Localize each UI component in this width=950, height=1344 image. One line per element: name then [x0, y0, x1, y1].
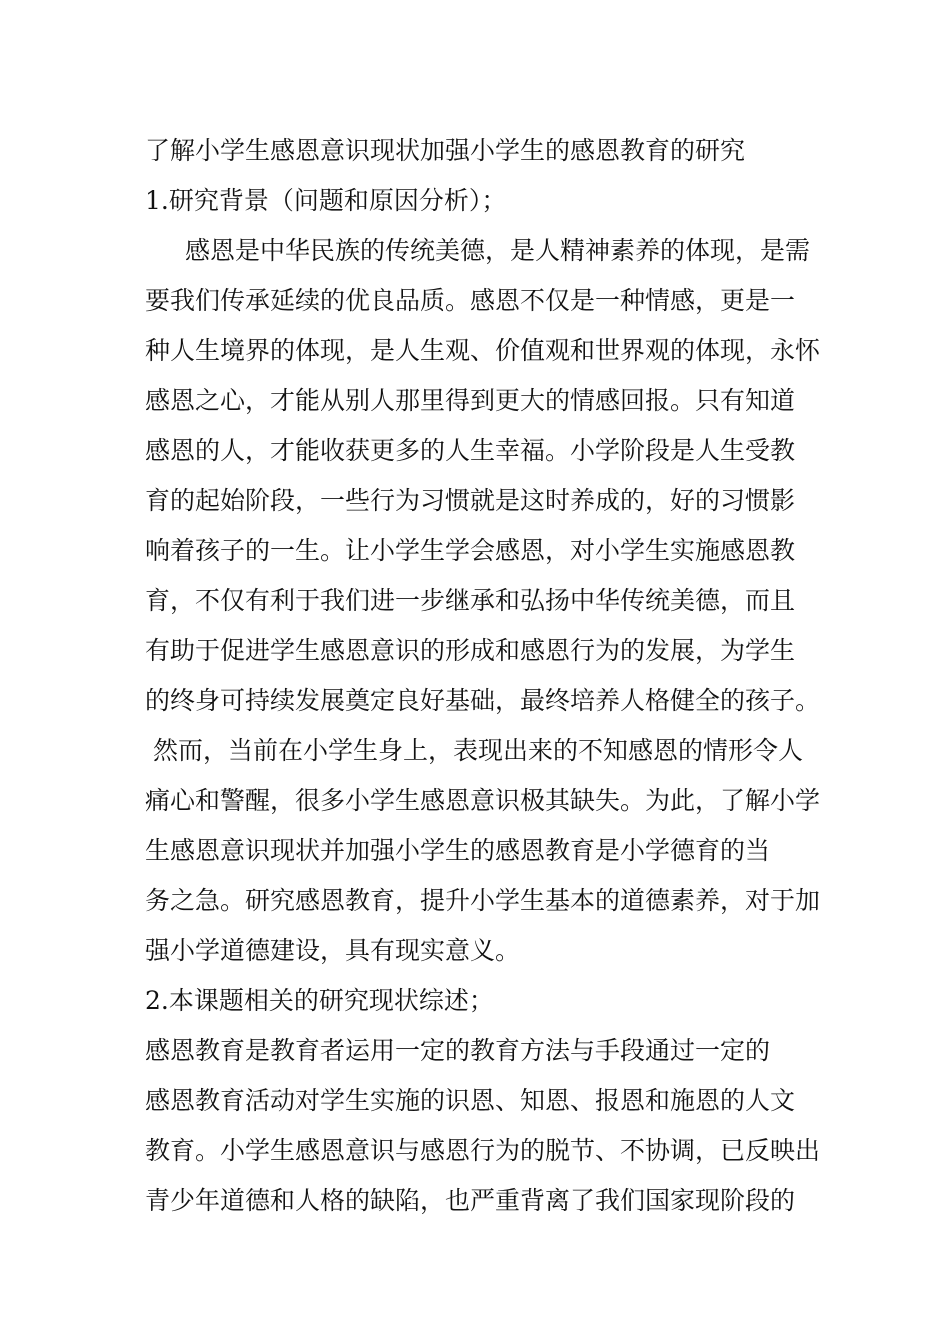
paragraph-line: 感恩之心，才能从别人那里得到更大的情感回报。只有知道 — [145, 386, 796, 415]
paragraph-line: 强小学道德建设，具有现实意义。 — [145, 936, 521, 965]
document-title: 了解小学生感恩意识现状加强小学生的感恩教育的研究 — [145, 136, 746, 165]
paragraph-line: 感恩的人，才能收获更多的人生幸福。小学阶段是人生受教 — [145, 436, 796, 465]
paragraph-line: 生感恩意识现状并加强小学生的感恩教育是小学德育的当 — [145, 836, 771, 865]
paragraph-line: 响着孩子的一生。让小学生学会感恩，对小学生实施感恩教 — [145, 536, 796, 565]
paragraph-line: 教育。小学生感恩意识与感恩行为的脱节、不协调，已反映出 — [145, 1136, 821, 1165]
paragraph-line: 青少年道德和人格的缺陷，也严重背离了我们国家现阶段的 — [145, 1186, 796, 1215]
paragraph-line: 感恩是中华民族的传统美德，是人精神素养的体现，是需 — [185, 236, 811, 265]
paragraph-line: 痛心和警醒，很多小学生感恩意识极其缺失。为此，了解小学 — [145, 786, 821, 815]
paragraph-line: 然而，当前在小学生身上，表现出来的不知感恩的情形令人 — [145, 736, 803, 765]
section-heading-background: 1.研究背景（问题和原因分析）； — [145, 186, 507, 215]
paragraph-line: 种人生境界的体现，是人生观、价值观和世界观的体现，永怀 — [145, 336, 821, 365]
document-body — [145, 126, 821, 1226]
paragraph-line: 务之急。研究感恩教育，提升小学生基本的道德素养，对于加 — [145, 886, 821, 915]
paragraph-line: 感恩教育是教育者运用一定的教育方法与手段通过一定的 — [145, 1036, 771, 1065]
section-heading-review: 2.本课题相关的研究现状综述； — [145, 986, 494, 1015]
paragraph-line: 育的起始阶段，一些行为习惯就是这时养成的，好的习惯影 — [145, 486, 796, 515]
paragraph-line: 育，不仅有利于我们进一步继承和弘扬中华传统美德，而且 — [145, 586, 796, 615]
paragraph-line: 要我们传承延续的优良品质。感恩不仅是一种情感，更是一 — [145, 286, 796, 315]
paragraph-line: 有助于促进学生感恩意识的形成和感恩行为的发展，为学生 — [145, 636, 796, 665]
paragraph-line: 的终身可持续发展奠定良好基础，最终培养人格健全的孩子。 — [145, 686, 821, 715]
paragraph-line: 感恩教育活动对学生实施的识恩、知恩、报恩和施恩的人文 — [145, 1086, 796, 1115]
